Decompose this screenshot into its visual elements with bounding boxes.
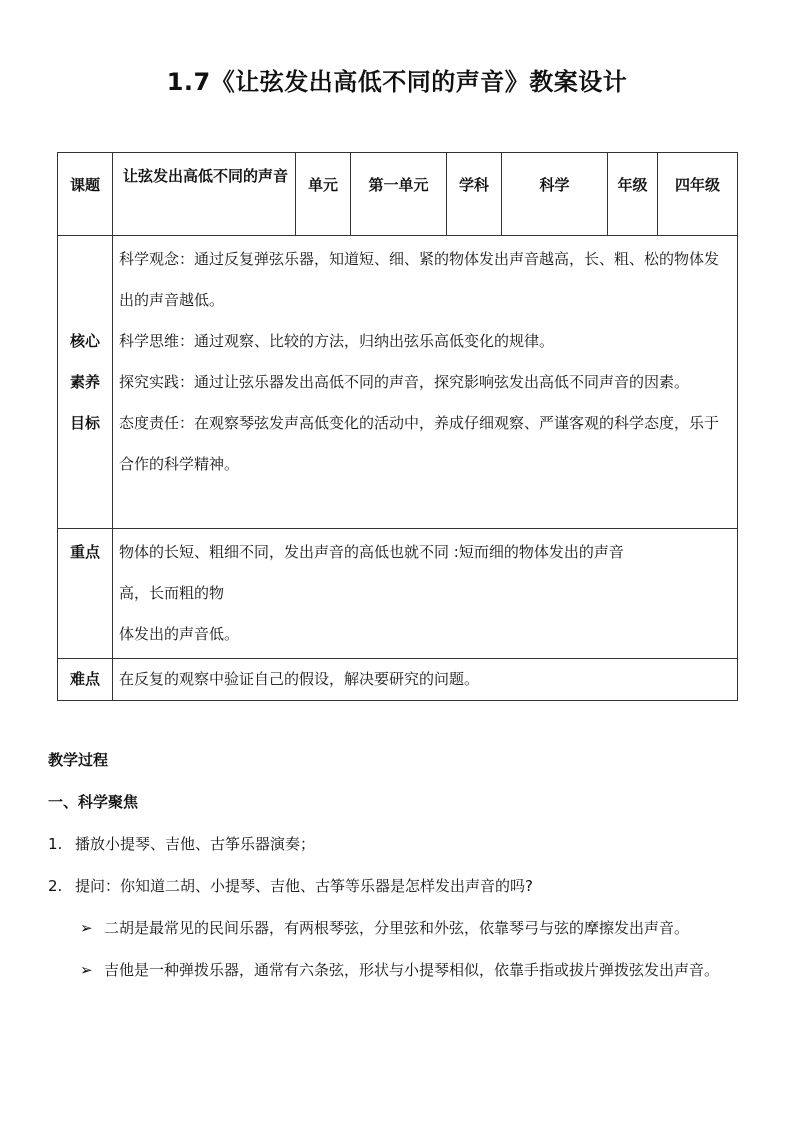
section-science-focus: 一、科学聚焦 [48, 793, 139, 811]
subject-value-cell [502, 153, 608, 236]
unit-label-cell [296, 153, 351, 236]
unit-value-cell [351, 153, 447, 236]
core-goal-practice: 探究实践：通过让弦乐器发出高低不同的声音，探究影响弦发出高低不同声音的因素。 [119, 373, 690, 391]
unit-value: 第一单元 [368, 176, 429, 194]
grade-value-cell [658, 153, 738, 236]
key-points-line: 体发出的声音低。 [119, 625, 240, 643]
core-goal-concept: 科学观念：通过反复弹弦乐器，知道短、细、紧的物体发出声音越高，长、粗、松的物体发出的声音越低。 [119, 250, 720, 309]
arrow-bullet-icon: ➢ [80, 961, 93, 979]
step-number: 1. [48, 835, 63, 853]
step-text: 提问：你知道二胡、小提琴、吉他、古筝等乐器是怎样发出声音的吗? [75, 877, 533, 895]
grade-value: 四年级 [674, 176, 720, 194]
topic-value-cell [113, 153, 296, 236]
topic-label: 课题 [69, 176, 100, 194]
unit-label: 单元 [307, 176, 338, 194]
core-goals-row [58, 236, 738, 529]
subject-label: 学科 [458, 176, 489, 194]
key-points-line: 物体的长短、粗细不同，发出声音的高低也就不同 :短而细的物体发出的声音 [119, 543, 624, 561]
teaching-process [48, 739, 758, 991]
difficult-points-row [58, 659, 738, 701]
core-goals-label: 核心素养目标 [70, 331, 101, 432]
step-item [48, 823, 758, 865]
core-goals-label-cell [58, 236, 113, 529]
lesson-plan-table [57, 152, 738, 701]
step-text: 播放小提琴、吉他、古筝乐器演奏； [75, 835, 316, 853]
difficult-points-label: 难点 [58, 659, 113, 701]
subject-value: 科学 [539, 176, 570, 194]
arrow-bullet-icon: ➢ [80, 919, 93, 937]
core-goals-content [113, 236, 738, 529]
teaching-process-heading: 教学过程 [48, 751, 109, 769]
subject-label-cell [447, 153, 502, 236]
grade-label-cell [608, 153, 658, 236]
key-points-row [58, 529, 738, 659]
key-points-label: 重点 [58, 529, 113, 659]
key-points-content [113, 529, 738, 659]
step-number: 2. [48, 877, 63, 895]
bullet-item [48, 949, 758, 991]
bullet-item [48, 907, 758, 949]
document-title: 1.7《让弦发出高低不同的声音》教案设计 [166, 68, 628, 96]
core-goal-thinking: 科学思维：通过观察、比较的方法，归纳出弦乐高低变化的规律。 [119, 332, 555, 350]
table-header-row [58, 153, 738, 236]
topic-value: 让弦发出高低不同的声音 [123, 167, 289, 185]
bullet-text-guitar: 吉他是一种弹拨乐器，通常有六条弦，形状与小提琴相似，依靠手指或拔片弹拨弦发出声音。 [104, 961, 720, 979]
difficult-points-content: 在反复的观察中验证自己的假设，解决要研究的问题。 [113, 659, 738, 701]
grade-label: 年级 [617, 176, 648, 194]
key-points-line: 高，长而粗的物 [119, 584, 225, 602]
bullet-text-erhu: 二胡是最常见的民间乐器，有两根琴弦，分里弦和外弦，依靠琴弓与弦的摩擦发出声音。 [104, 919, 690, 937]
topic-label-cell [58, 153, 113, 236]
step-item [48, 865, 758, 907]
core-goal-attitude: 态度责任：在观察琴弦发声高低变化的活动中，养成仔细观察、严谨客观的科学态度，乐于合作的科学精神。 [119, 414, 720, 473]
